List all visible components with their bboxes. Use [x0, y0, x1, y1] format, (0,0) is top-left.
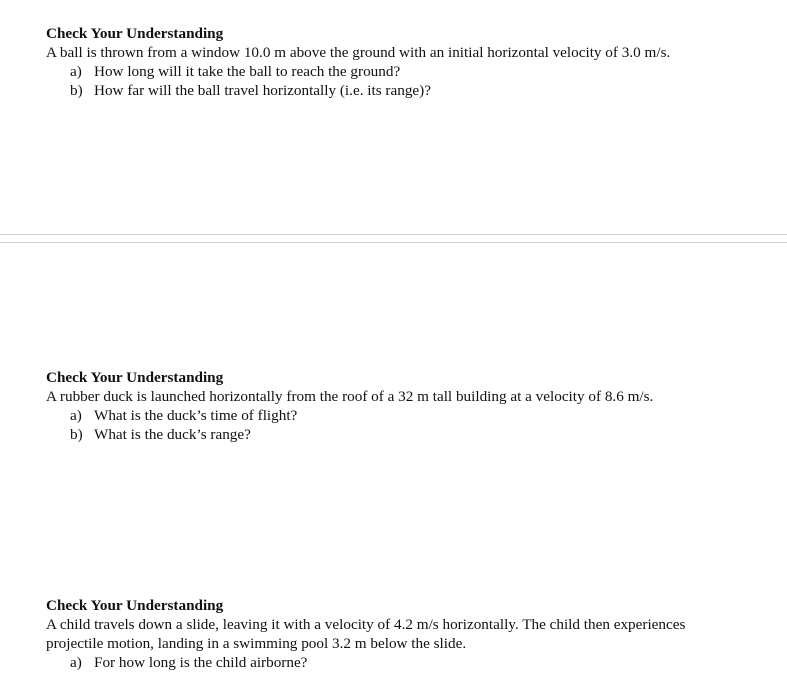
question-item	[46, 425, 737, 444]
item-marker: a)	[70, 63, 82, 80]
item-text: What is the duck’s range?	[94, 426, 251, 443]
item-marker: a)	[70, 654, 82, 671]
question-stem: A child travels down a slide, leaving it with a velocity of 4.2 m/s horizontally. The child then experiences projectile motion, landing in a swimming pool 3.2 m below the slide.	[46, 616, 686, 652]
question-block-3	[46, 596, 737, 672]
section-title: Check Your Understanding	[46, 25, 224, 42]
question-item	[46, 406, 737, 425]
item-text: For how long is the child airborne?	[94, 654, 308, 671]
item-text: How long will it take the ball to reach the ground?	[94, 63, 401, 80]
question-item	[46, 62, 737, 81]
item-marker: a)	[70, 407, 82, 424]
section-title: Check Your Understanding	[46, 597, 224, 614]
question-stem: A ball is thrown from a window 10.0 m above the ground with an initial horizontal velocity of 3.0 m/s.	[46, 44, 671, 61]
item-marker: b)	[70, 82, 83, 99]
item-marker: b)	[70, 426, 83, 443]
question-item	[46, 81, 737, 100]
page-divider-bottom	[0, 242, 787, 243]
item-text: How far will the ball travel horizontally (i.e. its range)?	[94, 82, 431, 99]
question-block-1	[46, 24, 737, 100]
page-divider-top	[0, 234, 787, 235]
section-title: Check Your Understanding	[46, 369, 224, 386]
question-stem: A rubber duck is launched horizontally from the roof of a 32 m tall building at a velocity of 8.6 m/s.	[46, 388, 654, 405]
question-block-2	[46, 368, 737, 444]
question-item	[46, 653, 737, 672]
item-text: What is the duck’s time of flight?	[94, 407, 298, 424]
